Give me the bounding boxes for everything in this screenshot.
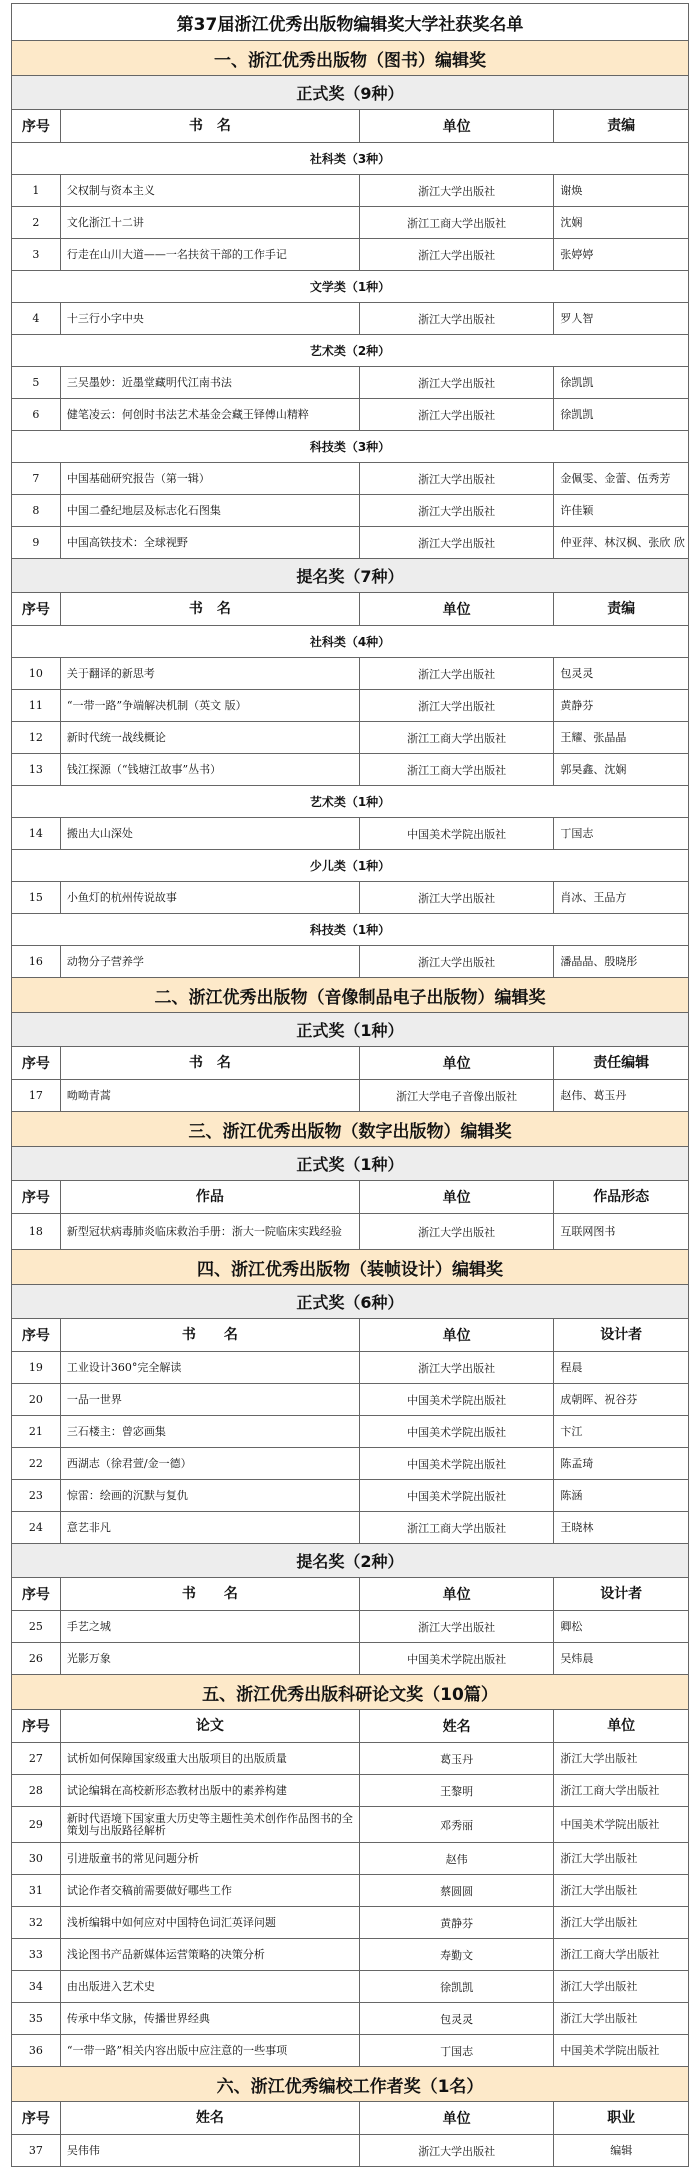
table-row [12, 753, 688, 785]
cell-no: 9 [32, 536, 40, 549]
header-no: 序号 [21, 1056, 50, 1072]
table-header-row [12, 1180, 688, 1213]
category-label: 科技类（3种） [12, 430, 688, 462]
table-row [12, 2034, 688, 2066]
header-unit: 单位 [359, 593, 553, 625]
cell-unit: 浙江大学出版社 [359, 658, 553, 689]
cell-unit: 黄静芬 [359, 1907, 553, 1938]
cell-person: 潘晶晶、殷晓彤 [553, 946, 688, 977]
table-row [12, 462, 688, 494]
cell-name: 关于翻译的新思考 [60, 658, 359, 689]
table-row [12, 238, 688, 270]
cell-unit: 浙江大学出版社 [359, 690, 553, 721]
cell-unit: 徐凯凯 [359, 1971, 553, 2002]
header-unit: 单位 [359, 1047, 553, 1079]
cell-name: 光影万象 [60, 1643, 359, 1674]
cell-person: 浙江大学出版社 [553, 1971, 688, 2002]
table-row [12, 1479, 688, 1511]
cell-no: 10 [28, 667, 43, 680]
cell-name: 搬出大山深处 [60, 818, 359, 849]
cell-unit: 中国美术学院出版社 [359, 818, 553, 849]
cell-person: 程晨 [553, 1352, 688, 1383]
header-person: 职业 [553, 2102, 688, 2134]
cell-name: 三石楼主：曾宓画集 [60, 1416, 359, 1447]
cell-name: 行走在山川大道——一名扶贫干部的工作手记 [60, 239, 359, 270]
category-label: 少儿类（1种） [12, 849, 688, 881]
cell-name: 引进版童书的常见问题分析 [60, 1843, 359, 1874]
table-row [12, 657, 688, 689]
header-unit: 姓名 [359, 1710, 553, 1742]
cell-no: 35 [28, 2012, 43, 2025]
cell-person: 赵伟、葛玉丹 [553, 1080, 688, 1111]
award-title: 提名奖（2种） [12, 1543, 688, 1577]
cell-name: 试析如何保障国家级重大出版项目的出版质量 [60, 1743, 359, 1774]
header-name: 姓名 [60, 2102, 359, 2134]
cell-no: 21 [28, 1425, 43, 1438]
category-label: 文学类（1种） [12, 270, 688, 302]
table-row [12, 526, 688, 558]
cell-unit: 浙江大学出版社 [359, 1611, 553, 1642]
section-title: 五、浙江优秀出版科研论文奖（10篇） [12, 1674, 688, 1709]
section-title: 二、浙江优秀出版物（音像制品电子出版物）编辑奖 [12, 977, 688, 1012]
cell-no: 16 [28, 955, 43, 968]
award-title: 正式奖（1种） [12, 1146, 688, 1180]
cell-name: 十三行小字中央 [60, 303, 359, 334]
cell-no: 17 [28, 1089, 43, 1102]
header-no: 序号 [21, 1719, 50, 1735]
table-row [12, 1447, 688, 1479]
header-unit: 单位 [359, 110, 553, 142]
cell-unit: 浙江大学出版社 [359, 882, 553, 913]
cell-name: 一品一世界 [60, 1384, 359, 1415]
cell-no: 37 [28, 2144, 43, 2157]
cell-unit: 王黎明 [359, 1775, 553, 1806]
header-name: 书 名 [60, 1319, 359, 1351]
table-row [12, 1415, 688, 1447]
cell-name: 西湖志（徐君萱/金一德） [60, 1448, 359, 1479]
header-name: 书 名 [60, 1578, 359, 1610]
table-row [12, 398, 688, 430]
table-row [12, 1742, 688, 1774]
table-row [12, 1383, 688, 1415]
header-unit: 单位 [359, 1181, 553, 1213]
header-person: 责编 [553, 593, 688, 625]
cell-unit: 中国美术学院出版社 [359, 1448, 553, 1479]
category-label: 艺术类（1种） [12, 785, 688, 817]
cell-no: 22 [28, 1457, 43, 1470]
cell-no: 27 [28, 1752, 43, 1765]
cell-person: 浙江大学出版社 [553, 1875, 688, 1906]
table-row [12, 817, 688, 849]
cell-unit: 浙江大学出版社 [359, 946, 553, 977]
cell-name: 试论编辑在高校新形态教材出版中的素养构建 [60, 1775, 359, 1806]
cell-person: 徐凯凯 [553, 367, 688, 398]
cell-person: 王耀、张晶晶 [553, 722, 688, 753]
header-name: 书 名 [60, 593, 359, 625]
table-row [12, 2002, 688, 2034]
table-row [12, 945, 688, 977]
cell-name: 呦呦青蒿 [60, 1080, 359, 1111]
cell-unit: 寿勤文 [359, 1939, 553, 1970]
cell-unit: 浙江工商大学出版社 [359, 722, 553, 753]
award-title: 正式奖（1种） [12, 1012, 688, 1046]
cell-unit: 浙江大学出版社 [359, 239, 553, 270]
header-no: 序号 [21, 119, 50, 135]
cell-name: 新时代统一战线概论 [60, 722, 359, 753]
cell-no: 23 [28, 1489, 43, 1502]
cell-person: 浙江大学出版社 [553, 2003, 688, 2034]
cell-name: 吴伟伟 [60, 2135, 359, 2166]
table-row [12, 174, 688, 206]
header-person: 设计者 [553, 1578, 688, 1610]
cell-name: “一带一路”相关内容出版中应注意的一些事项 [60, 2035, 359, 2066]
cell-unit: 中国美术学院出版社 [359, 1384, 553, 1415]
cell-unit: 浙江大学电子音像出版社 [359, 1080, 553, 1111]
cell-no: 31 [28, 1884, 43, 1897]
header-no: 序号 [21, 602, 50, 618]
cell-no: 26 [28, 1652, 43, 1665]
table-row [12, 1351, 688, 1383]
header-name: 书 名 [60, 1047, 359, 1079]
cell-no: 1 [32, 184, 40, 197]
table-row [12, 1511, 688, 1543]
cell-unit: 丁国志 [359, 2035, 553, 2066]
table-header-row [12, 1577, 688, 1610]
cell-unit: 葛玉丹 [359, 1743, 553, 1774]
cell-name: 新时代语境下国家重大历史等主题性美术创作作品图书的全策划与出版路径解析 [60, 1807, 359, 1842]
cell-no: 30 [28, 1852, 43, 1865]
cell-unit: 中国美术学院出版社 [359, 1643, 553, 1674]
table-row [12, 1079, 688, 1111]
cell-unit: 包灵灵 [359, 2003, 553, 2034]
cell-no: 13 [28, 763, 43, 776]
header-name: 论文 [60, 1710, 359, 1742]
cell-person: 浙江工商大学出版社 [553, 1775, 688, 1806]
table-header-row [12, 1046, 688, 1079]
cell-name: 小鱼灯的杭州传说故事 [60, 882, 359, 913]
cell-person: 郭昊鑫、沈娴 [553, 754, 688, 785]
table-row [12, 689, 688, 721]
cell-person: 黄静芬 [553, 690, 688, 721]
cell-unit: 浙江大学出版社 [359, 1352, 553, 1383]
cell-unit: 浙江大学出版社 [359, 495, 553, 526]
cell-name: 健笔凌云：何创时书法艺术基金会藏王铎傅山精粹 [60, 399, 359, 430]
cell-unit: 赵伟 [359, 1843, 553, 1874]
table-header-row [12, 592, 688, 625]
cell-person: 金佩雯、金蕾、伍秀芳 [553, 463, 688, 494]
table-row [12, 302, 688, 334]
cell-name: 三吴墨妙：近墨堂藏明代江南书法 [60, 367, 359, 398]
cell-person: 许佳颖 [553, 495, 688, 526]
header-person: 责任编辑 [553, 1047, 688, 1079]
section-title: 一、浙江优秀出版物（图书）编辑奖 [12, 40, 688, 75]
cell-name: 动物分子营养学 [60, 946, 359, 977]
cell-person: 浙江大学出版社 [553, 1907, 688, 1938]
cell-person: 浙江大学出版社 [553, 1843, 688, 1874]
cell-person: 中国美术学院出版社 [553, 1807, 688, 1842]
cell-name: 手艺之城 [60, 1611, 359, 1642]
cell-person: 谢焕 [553, 175, 688, 206]
header-person: 作品形态 [553, 1181, 688, 1213]
cell-name: 中国二叠纪地层及标志化石图集 [60, 495, 359, 526]
cell-person: 王晓林 [553, 1512, 688, 1543]
cell-no: 12 [28, 731, 43, 744]
cell-person: 张婷婷 [553, 239, 688, 270]
cell-name: 工业设计360°完全解读 [60, 1352, 359, 1383]
cell-unit: 浙江工商大学出版社 [359, 1512, 553, 1543]
cell-unit: 浙江大学出版社 [359, 463, 553, 494]
cell-unit: 浙江大学出版社 [359, 303, 553, 334]
award-title: 提名奖（7种） [12, 558, 688, 592]
cell-person: 罗人智 [553, 303, 688, 334]
cell-name: 由出版进入艺术史 [60, 1971, 359, 2002]
table-header-row [12, 109, 688, 142]
section-title: 六、浙江优秀编校工作者奖（1名） [12, 2066, 688, 2101]
cell-no: 20 [28, 1393, 43, 1406]
cell-name: “一带一路”争端解决机制（英文 版） [60, 690, 359, 721]
cell-person: 沈娴 [553, 207, 688, 238]
header-person: 责编 [553, 110, 688, 142]
cell-unit: 浙江大学出版社 [359, 2135, 553, 2166]
cell-no: 19 [28, 1361, 43, 1374]
cell-no: 34 [28, 1980, 43, 1993]
cell-name: 中国基础研究报告（第一辑） [60, 463, 359, 494]
header-no: 序号 [21, 1328, 50, 1344]
header-unit: 单位 [359, 2102, 553, 2134]
cell-no: 3 [32, 248, 40, 261]
cell-no: 14 [28, 827, 43, 840]
table-header-row [12, 1709, 688, 1742]
cell-person: 吴炜晨 [553, 1643, 688, 1674]
cell-no: 7 [32, 472, 40, 485]
cell-no: 24 [28, 1521, 43, 1534]
cell-no: 11 [28, 699, 43, 712]
cell-person: 肖冰、王品方 [553, 882, 688, 913]
cell-name: 文化浙江十二讲 [60, 207, 359, 238]
table-row [12, 1213, 688, 1249]
cell-name: 意艺非凡 [60, 1512, 359, 1543]
cell-person: 丁国志 [553, 818, 688, 849]
cell-no: 8 [32, 504, 40, 517]
award-title: 正式奖（9种） [12, 75, 688, 109]
table-row [12, 1806, 688, 1842]
awards-table [11, 3, 689, 2167]
table-row [12, 206, 688, 238]
cell-unit: 中国美术学院出版社 [359, 1480, 553, 1511]
cell-person: 卿松 [553, 1611, 688, 1642]
award-title: 正式奖（6种） [12, 1284, 688, 1318]
header-no: 序号 [21, 2111, 50, 2127]
cell-no: 5 [32, 376, 40, 389]
table-row [12, 2134, 688, 2166]
table-row [12, 1906, 688, 1938]
section-title: 四、浙江优秀出版物（装帧设计）编辑奖 [12, 1249, 688, 1284]
cell-name: 父权制与资本主义 [60, 175, 359, 206]
cell-name: 中国高铁技术：全球视野 [60, 527, 359, 558]
cell-unit: 浙江大学出版社 [359, 367, 553, 398]
table-row [12, 494, 688, 526]
cell-person: 互联网图书 [553, 1214, 688, 1249]
cell-person: 浙江工商大学出版社 [553, 1939, 688, 1970]
header-no: 序号 [21, 1587, 50, 1603]
cell-person: 陈孟琦 [553, 1448, 688, 1479]
cell-unit: 蔡圆圆 [359, 1875, 553, 1906]
table-row [12, 721, 688, 753]
cell-person: 陈涵 [553, 1480, 688, 1511]
category-label: 艺术类（2种） [12, 334, 688, 366]
table-row [12, 366, 688, 398]
cell-unit: 浙江大学出版社 [359, 175, 553, 206]
cell-unit: 中国美术学院出版社 [359, 1416, 553, 1447]
cell-name: 试论作者交稿前需要做好哪些工作 [60, 1875, 359, 1906]
cell-name: 浅析编辑中如何应对中国特色词汇英译问题 [60, 1907, 359, 1938]
cell-no: 6 [32, 408, 40, 421]
table-row [12, 1642, 688, 1674]
cell-person: 包灵灵 [553, 658, 688, 689]
category-label: 社科类（3种） [12, 142, 688, 174]
section-title: 三、浙江优秀出版物（数字出版物）编辑奖 [12, 1111, 688, 1146]
cell-no: 33 [28, 1948, 43, 1961]
cell-person: 编辑 [553, 2135, 688, 2166]
cell-name: 钱江探源（“钱塘江故事”丛书） [60, 754, 359, 785]
cell-no: 15 [28, 891, 43, 904]
table-row [12, 1842, 688, 1874]
table-header-row [12, 1318, 688, 1351]
table-row [12, 1970, 688, 2002]
header-unit: 单位 [359, 1319, 553, 1351]
header-unit: 单位 [359, 1578, 553, 1610]
cell-name: 新型冠状病毒肺炎临床救治手册：浙大一院临床实践经验 [60, 1214, 359, 1249]
cell-no: 18 [28, 1225, 43, 1238]
page-title: 第37届浙江优秀出版物编辑奖大学社获奖名单 [176, 14, 524, 35]
cell-no: 2 [32, 216, 40, 229]
header-person: 单位 [553, 1710, 688, 1742]
cell-person: 浙江大学出版社 [553, 1743, 688, 1774]
cell-unit: 浙江工商大学出版社 [359, 754, 553, 785]
cell-unit: 浙江大学出版社 [359, 1214, 553, 1249]
header-name: 作品 [60, 1181, 359, 1213]
cell-person: 仲亚萍、林汉枫、张欣 欣 [553, 527, 688, 558]
table-row [12, 1938, 688, 1970]
cell-unit: 浙江工商大学出版社 [359, 207, 553, 238]
cell-unit: 浙江大学出版社 [359, 399, 553, 430]
header-person: 设计者 [553, 1319, 688, 1351]
cell-no: 32 [28, 1916, 43, 1929]
cell-unit: 邓秀丽 [359, 1807, 553, 1842]
cell-no: 25 [28, 1620, 43, 1633]
cell-name: 浅论图书产品新媒体运营策略的决策分析 [60, 1939, 359, 1970]
category-label: 社科类（4种） [12, 625, 688, 657]
cell-name: 惊雷：绘画的沉默与复仇 [60, 1480, 359, 1511]
cell-unit: 浙江大学出版社 [359, 527, 553, 558]
cell-no: 29 [28, 1818, 43, 1831]
cell-no: 36 [28, 2044, 43, 2057]
cell-person: 徐凯凯 [553, 399, 688, 430]
header-name: 书 名 [60, 110, 359, 142]
header-no: 序号 [21, 1190, 50, 1206]
cell-person: 中国美术学院出版社 [553, 2035, 688, 2066]
table-row [12, 1774, 688, 1806]
cell-person: 卞江 [553, 1416, 688, 1447]
cell-person: 成朝晖、祝谷芬 [553, 1384, 688, 1415]
cell-name: 传承中华文脉，传播世界经典 [60, 2003, 359, 2034]
category-label: 科技类（1种） [12, 913, 688, 945]
cell-no: 28 [28, 1784, 43, 1797]
table-row [12, 881, 688, 913]
table-header-row [12, 2101, 688, 2134]
table-row [12, 1874, 688, 1906]
table-row [12, 1610, 688, 1642]
cell-no: 4 [32, 312, 40, 325]
